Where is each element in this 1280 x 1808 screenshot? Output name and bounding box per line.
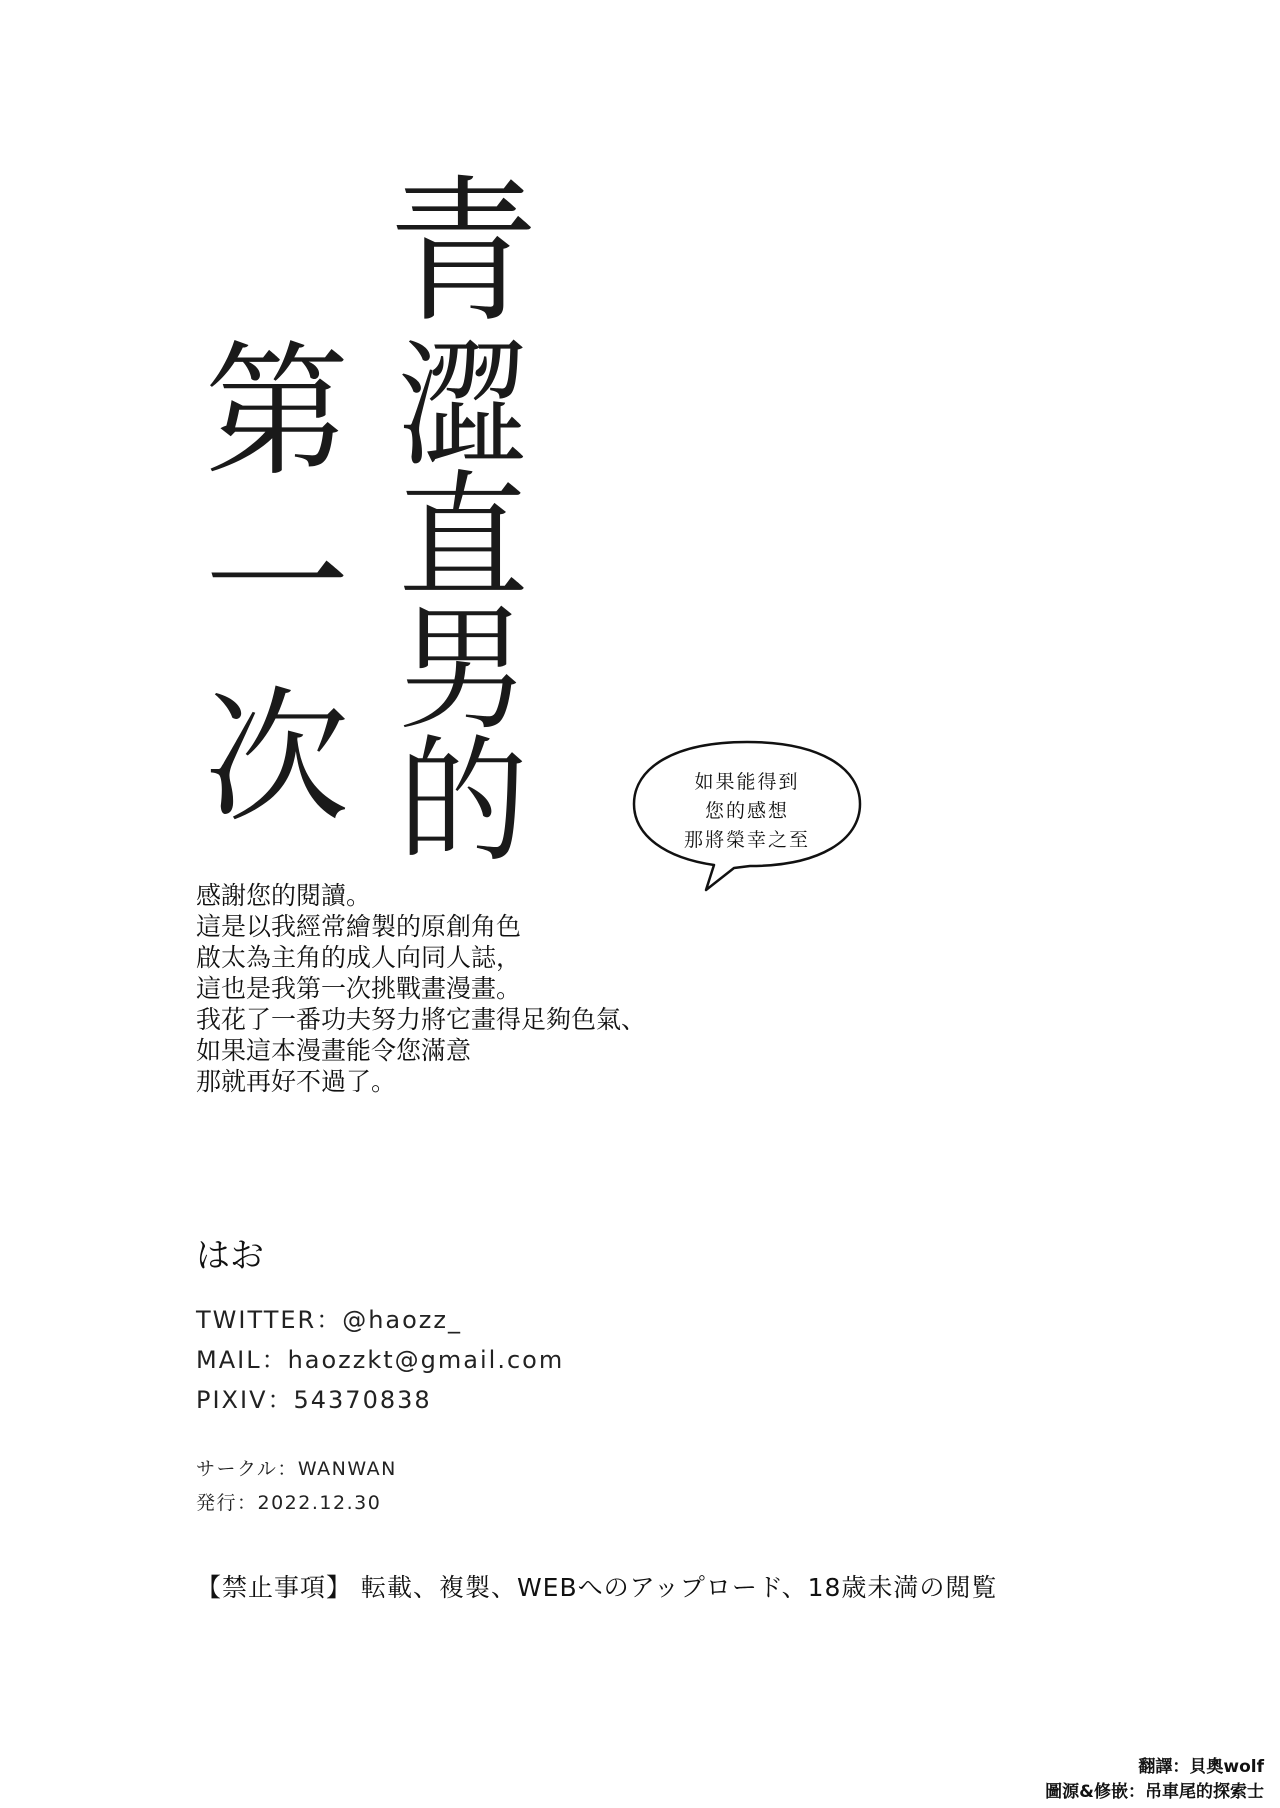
credits bbox=[1045, 1755, 1264, 1805]
message-line: 我花了一番功夫努力將它畫得足夠色氣、 bbox=[196, 1005, 647, 1034]
afterword-message bbox=[196, 880, 796, 1097]
circle-name: サークル：WANWAN bbox=[196, 1458, 397, 1480]
contact-info bbox=[196, 1300, 564, 1420]
circle-info bbox=[196, 1452, 397, 1520]
twitter-handle: TWITTER：@haozz_ bbox=[196, 1306, 463, 1334]
message-line: 這也是我第一次挑戰畫漫畫。 bbox=[196, 974, 522, 1003]
bubble-line: 如果能得到 bbox=[694, 771, 800, 793]
title-char: 的 bbox=[397, 721, 528, 882]
prohibited-items: 【禁止事項】 転載、複製、WEBへのアップロード、18歳未満の閲覧 bbox=[196, 1573, 998, 1602]
message-line: 那就再好不過了。 bbox=[196, 1067, 397, 1096]
title-char: 男 bbox=[397, 589, 528, 750]
message-line: 如果這本漫畫能令您滿意 bbox=[196, 1036, 472, 1065]
title-char: 澀 bbox=[397, 325, 528, 486]
release-date: 発行：2022.12.30 bbox=[196, 1492, 382, 1514]
bubble-line: 您的感想 bbox=[704, 800, 789, 822]
title-char: 直 bbox=[397, 457, 528, 618]
title-left-column bbox=[192, 328, 362, 859]
translation-credit: 翻譯：貝奧wolf bbox=[1138, 1757, 1264, 1777]
title-char: 一 bbox=[204, 501, 350, 670]
message-line: 這是以我經常繪製的原創角色 bbox=[196, 912, 522, 941]
title-right-column bbox=[388, 161, 539, 882]
title-char: 青 bbox=[388, 161, 539, 345]
speech-bubble-text bbox=[630, 768, 864, 855]
mail-address: MAIL：haozzkt@gmail.com bbox=[196, 1346, 565, 1374]
title-char: 次 bbox=[204, 674, 350, 843]
message-line: 啟太為主角的成人向同人誌， bbox=[196, 943, 522, 972]
pixiv-id: PIXIV：54370838 bbox=[196, 1386, 432, 1414]
speech-bubble bbox=[630, 738, 864, 874]
title-char: 第 bbox=[204, 328, 350, 497]
source-credit: 圖源&修嵌：吊車尾的探索士 bbox=[1045, 1782, 1264, 1802]
bubble-line: 那將榮幸之至 bbox=[683, 829, 810, 851]
author-name: はお bbox=[196, 1236, 264, 1276]
message-line: 感謝您的閱讀。 bbox=[196, 881, 372, 910]
